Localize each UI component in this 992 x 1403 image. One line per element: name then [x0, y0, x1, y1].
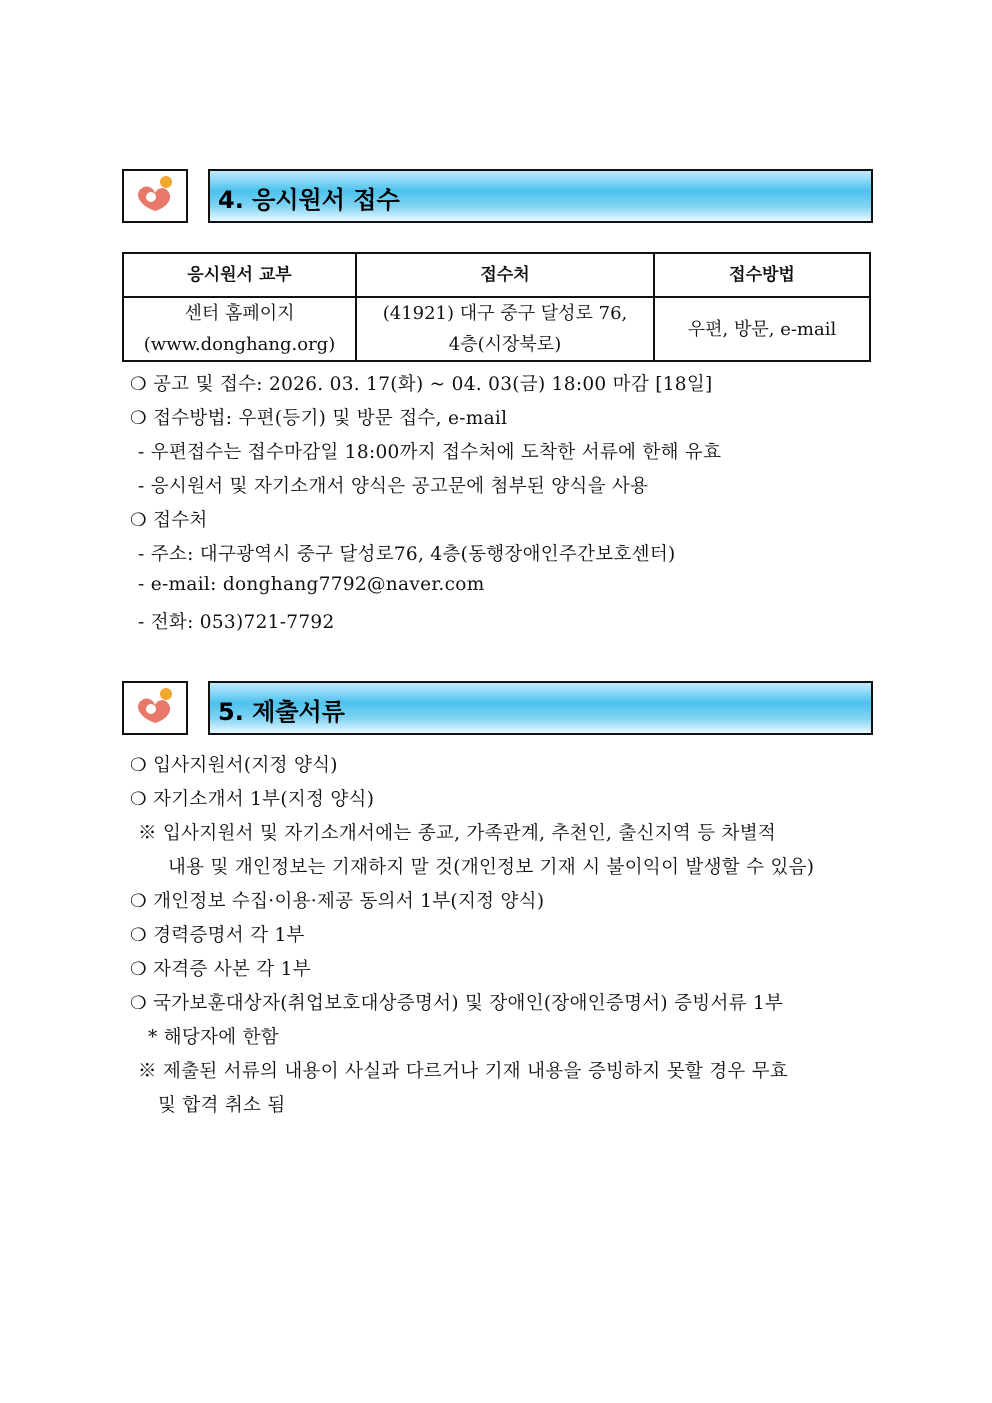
text-line: ❍ 접수방법: 우편(등기) 및 방문 접수, e-mail: [130, 408, 508, 429]
text-line: 내용 및 개인정보는 기재하지 말 것(개인정보 기재 시 불이익이 발생할 수 있음): [168, 857, 815, 878]
heart-logo-icon: [124, 683, 186, 733]
center-logo: [122, 169, 188, 223]
text-line: 및 합격 취소 됨: [158, 1095, 286, 1116]
text-line: ※ 제출된 서류의 내용이 사실과 다르거나 기재 내용을 증빙하지 못할 경우 무효: [138, 1061, 789, 1082]
heart-logo-icon: [124, 171, 186, 221]
text-line: * 해당자에 한함: [148, 1027, 279, 1048]
text-line: - 우편접수는 접수마감일 18:00까지 접수처에 도착한 서류에 한해 유효: [138, 442, 722, 463]
cell-method: 우편, 방문, e-mail: [654, 297, 870, 361]
section-5-title: 5. 제출서류: [218, 698, 345, 726]
section-5-header: [208, 681, 873, 735]
header-reception: 접수처: [356, 253, 654, 297]
center-logo: [122, 681, 188, 735]
cell-distribution: [123, 297, 356, 361]
cell-text: (41921) 대구 중구 달성로 76,: [382, 303, 628, 324]
text-line: ❍ 자기소개서 1부(지정 양식): [130, 789, 375, 810]
text-line: ❍ 접수처: [130, 510, 208, 531]
text-line: ❍ 공고 및 접수: 2026. 03. 17(화) ~ 04. 03(금) 18:00 마감 [18일]: [130, 374, 713, 395]
header-distribution: 응시원서 교부: [123, 253, 356, 297]
section-4-header: [208, 169, 873, 223]
cell-text: 4층(시장북로): [448, 334, 562, 355]
text-line: ※ 입사지원서 및 자기소개서에는 종교, 가족관계, 추천인, 출신지역 등 차별적: [138, 823, 777, 844]
application-table: [122, 252, 871, 362]
text-line: ❍ 경력증명서 각 1부: [130, 925, 305, 946]
section-4-title: 4. 응시원서 접수: [218, 186, 400, 214]
homepage-link: (www.donghang.org): [143, 334, 336, 355]
text-line: - 응시원서 및 자기소개서 양식은 공고문에 첨부된 양식을 사용: [138, 476, 649, 497]
header-method: 접수방법: [654, 253, 870, 297]
phone-line: - 전화: 053)721-7792: [138, 612, 335, 633]
cell-text: 센터 홈페이지: [184, 303, 295, 324]
text-line: ❍ 자격증 사본 각 1부: [130, 959, 311, 980]
email-line: - e-mail: donghang7792@naver.com: [138, 574, 485, 595]
text-line: ❍ 국가보훈대상자(취업보호대상증명서) 및 장애인(장애인증명서) 증빙서류 1부: [130, 993, 784, 1014]
text-line: - 주소: 대구광역시 중구 달성로76, 4층(동행장애인주간보호센터): [138, 544, 676, 565]
text-line: ❍ 개인정보 수집·이용·제공 동의서 1부(지정 양식): [130, 891, 545, 912]
cell-reception: [356, 297, 654, 361]
text-line: ❍ 입사지원서(지정 양식): [130, 755, 338, 776]
